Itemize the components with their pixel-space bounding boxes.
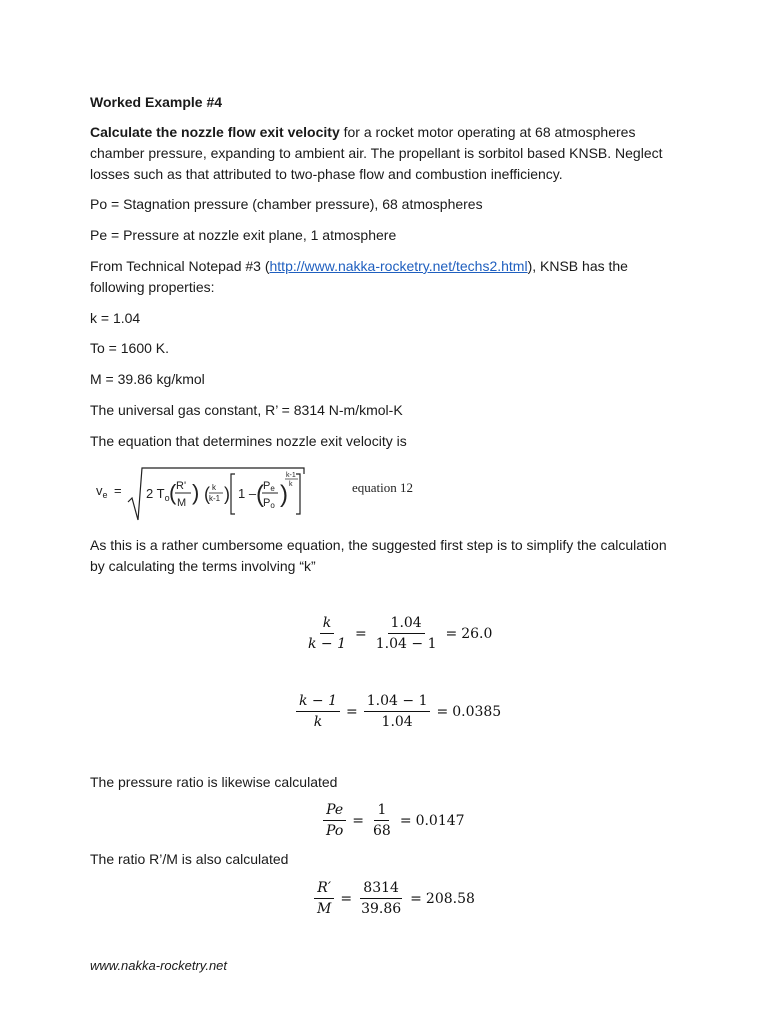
- eq12-paren-open-1: (: [169, 480, 177, 505]
- equation-intro: The equation that determines nozzle exit velocity is: [90, 433, 407, 449]
- eq12-m: M: [177, 497, 187, 509]
- notepad-link[interactable]: http://www.nakka-rocketry.net/techs2.html: [269, 258, 528, 274]
- eq12-lhs: $v_e$: [96, 483, 108, 500]
- page-heading: Worked Example #4: [90, 94, 223, 110]
- eq12-po: Po: [263, 497, 275, 510]
- equation-r-over-m: [312, 879, 475, 918]
- equation-k-over-k-minus-1: [303, 614, 492, 653]
- to-value: To = 1600 K.: [90, 340, 170, 356]
- k-value: k = 1.04: [90, 310, 141, 326]
- pressure-ratio-text: The pressure ratio is likewise calculated: [90, 774, 338, 790]
- eq-b-equals-1: =: [346, 703, 358, 720]
- eq-a-equals-2: =: [445, 625, 458, 642]
- simplify-line2: by calculating the terms involving “k”: [90, 558, 316, 574]
- eq-a-num: 1.04: [388, 614, 425, 634]
- eq-b-lhs-den: k: [313, 714, 323, 730]
- page-footer: www.nakka-rocketry.net: [90, 958, 228, 973]
- eq12-one-minus: 1 –: [238, 486, 257, 501]
- intro-line2: chamber pressure, expanding to ambient air. The propellant is sorbitol based KNSB. Neglect: [90, 145, 663, 161]
- eq12-paren-close-1: ): [192, 480, 200, 505]
- eq-a-lhs-num: k: [320, 614, 334, 634]
- eq-a-result: 26.0: [461, 625, 493, 642]
- eq-b-num: 1.04 − 1: [364, 692, 431, 712]
- intro-bold: Calculate the nozzle flow exit velocity: [90, 124, 340, 140]
- notepad-paragraph: [90, 256, 680, 298]
- equation-12-image: [92, 462, 432, 524]
- eq-d-den: 39.86: [361, 901, 402, 917]
- eq12-k-minus-1: k-1: [209, 494, 221, 503]
- eq12-2t: 2 $T_o$: [146, 486, 170, 503]
- eq-c-equals-2: =: [399, 812, 412, 829]
- eq-b-lhs-num: k − 1: [296, 692, 340, 712]
- notepad-post: ), KNSB has the: [527, 258, 628, 274]
- eq-b-den: 1.04: [381, 714, 413, 730]
- eq-a-equals-1: =: [355, 625, 367, 642]
- eq-d-num: 8314: [360, 879, 402, 899]
- eq-c-lhs-num: Pe: [323, 801, 346, 821]
- eq-d-result: 208.58: [425, 890, 475, 907]
- eq12-r-prime: R': [176, 480, 187, 492]
- eq12-bracket-close: [296, 474, 300, 514]
- eq12-pe: Pe: [263, 480, 275, 493]
- ratio-text: The ratio R’/M is also calculated: [90, 851, 289, 867]
- eq-d-equals-2: =: [410, 890, 422, 907]
- pe-definition: Pe = Pressure at nozzle exit plane, 1 atmosphere: [90, 227, 397, 243]
- intro-line1: for a rocket motor operating at 68 atmospheres: [339, 124, 636, 140]
- intro-line3: losses such as that attributed to two-phase flow and combustion inefficiency.: [90, 166, 563, 182]
- eq-c-den: 68: [373, 823, 391, 839]
- equation-pressure-ratio: [321, 801, 465, 840]
- eq-b-result: 0.0385: [452, 703, 502, 720]
- eq12-paren-close-3: ): [280, 481, 288, 508]
- eq12-paren-close-2: ): [224, 484, 230, 504]
- m-value: M = 39.86 kg/kmol: [90, 371, 205, 387]
- eq-d-lhs-num: R′: [314, 879, 334, 899]
- notepad-pre: From Technical Notepad #3 (: [90, 258, 270, 274]
- gas-constant: The universal gas constant, R’ = 8314 N-m/kmol-K: [90, 402, 403, 418]
- eq12-bracket-open: [231, 474, 235, 514]
- eq12-label: equation 12: [352, 480, 414, 495]
- eq-d-equals-1: =: [340, 890, 353, 907]
- simplify-line1: As this is a rather cumbersome equation, the suggested first step is to simplify the calculation: [90, 537, 667, 553]
- eq12-exp-num: k-1: [286, 472, 296, 479]
- eq-b-equals-2: =: [436, 703, 449, 720]
- eq12-k: k: [212, 483, 216, 492]
- intro-paragraph: [90, 122, 680, 185]
- po-definition: Po = Stagnation pressure (chamber pressure), 68 atmospheres: [90, 196, 483, 212]
- eq-a-den: 1.04 − 1: [375, 636, 437, 652]
- eq-c-num: 1: [374, 801, 389, 821]
- eq-c-lhs-den: Po: [326, 823, 344, 839]
- eq12-paren-open-3: (: [256, 481, 264, 508]
- eq12-exp-den: k: [289, 481, 293, 488]
- equation-k-minus-1-over-k: [294, 692, 501, 731]
- notepad-line2: following properties:: [90, 279, 215, 295]
- eq-a-lhs-den: k − 1: [308, 636, 347, 652]
- eq12-paren-open-2: (: [204, 484, 210, 504]
- eq-c-result: 0.0147: [415, 812, 465, 829]
- eq12-equals: =: [114, 483, 122, 498]
- eq-c-equals-1: =: [352, 812, 365, 829]
- simplify-paragraph: [90, 535, 680, 577]
- eq-d-lhs-den: M: [317, 901, 332, 917]
